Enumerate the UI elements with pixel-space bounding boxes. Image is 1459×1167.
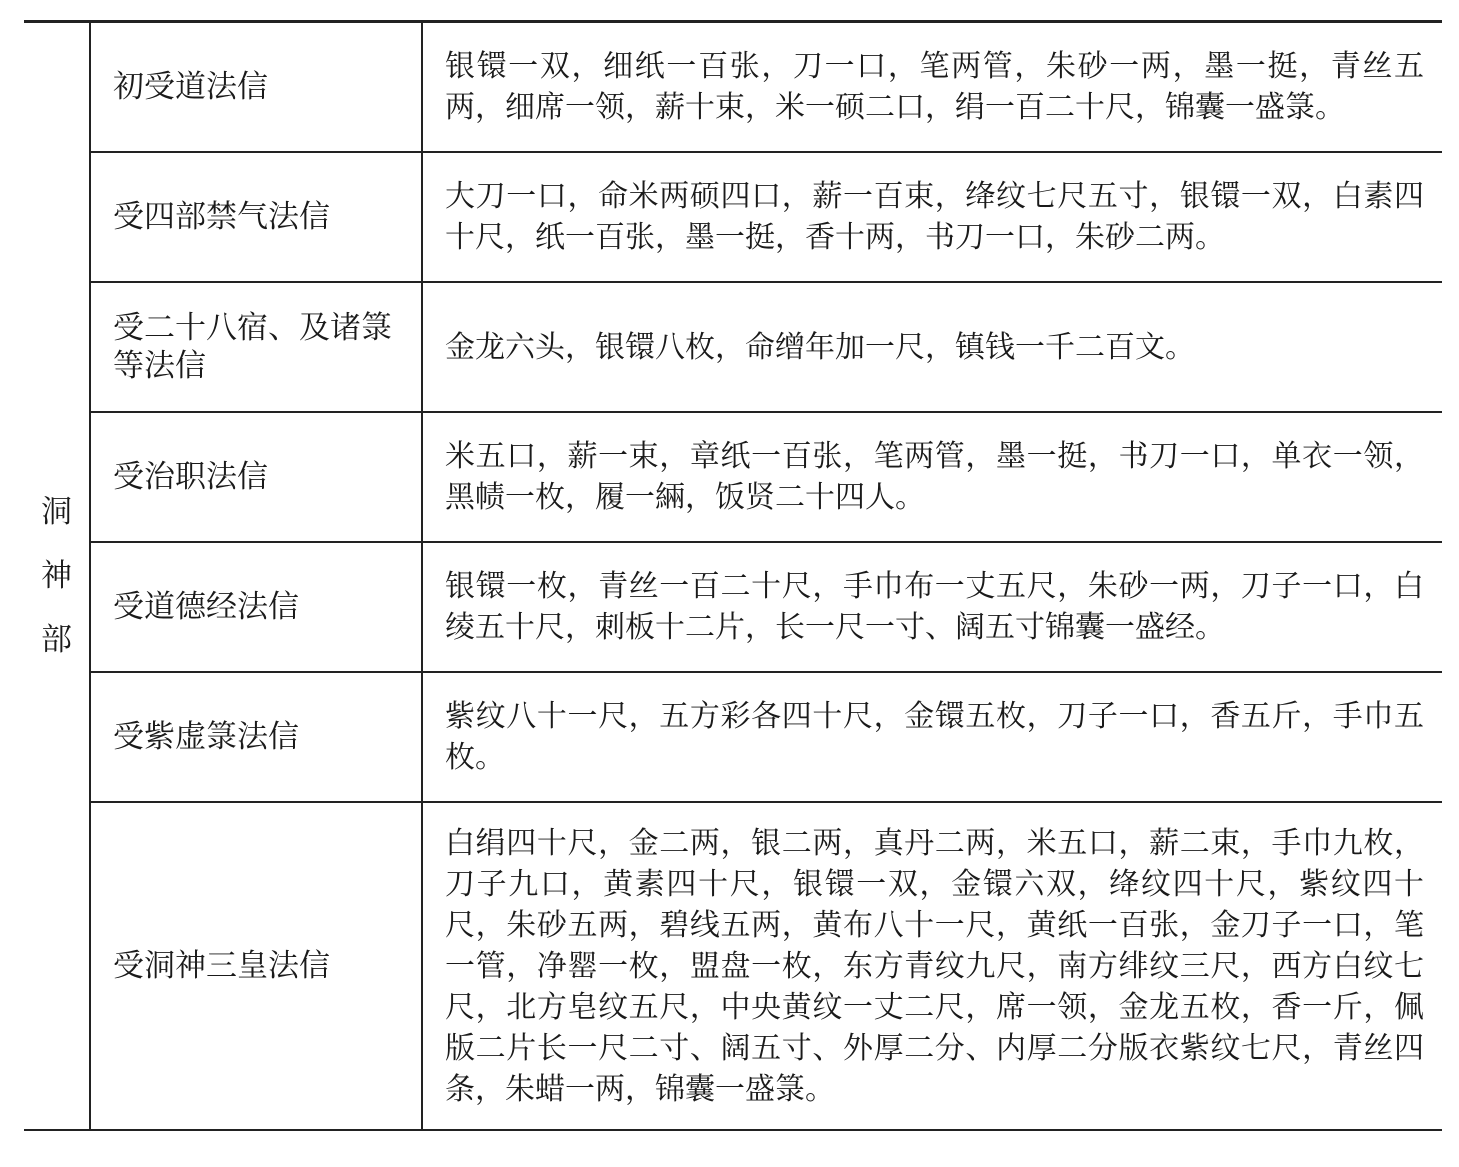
table-row <box>24 672 1442 802</box>
row-name: 初受道法信 <box>90 22 422 153</box>
row-name: 受紫虚箓法信 <box>90 672 422 802</box>
row-items: 银镮一双，细纸一百张，刀一口，笔两管，朱砂一两，墨一挺，青丝五两，细席一领，薪十束，米一硕二口，绢一百二十尺，锦囊一盛箓。 <box>422 22 1442 153</box>
table-row <box>24 542 1442 672</box>
row-name: 受治职法信 <box>90 412 422 542</box>
row-items: 米五口，薪一束，章纸一百张，笔两管，墨一挺，书刀一口，单衣一领，黑帻一枚，履一緉，饭贤二十四人。 <box>422 412 1442 542</box>
table-row <box>24 282 1442 412</box>
row-items: 金龙六头，银镮八枚，命缯年加一尺，镇钱一千二百文。 <box>422 282 1442 412</box>
row-items: 银镮一枚，青丝一百二十尺，手巾布一丈五尺，朱砂一两，刀子一口，白绫五十尺，刺板十二片，长一尺一寸、阔五寸锦囊一盛经。 <box>422 542 1442 672</box>
row-items: 白绢四十尺，金二两，银二两，真丹二两，米五口，薪二束，手巾九枚，刀子九口，黄素四十尺，银镮一双，金镮六双，绛纹四十尺，紫纹四十尺，朱砂五两，碧线五两，黄布八十一尺，黄纸一百张，金刀子一口，笔一管，净罂一枚，盟盘一枚，东方青纹九尺，南方绯纹三尺，西方白纹七尺，北方皂纹五尺，中央黄纹一丈二尺，席一领，金龙五枚，香一斤，佩版二片长一尺二寸、阔五寸、外厚二分、内厚二分版衣紫纹七尺，青丝四条，朱蜡一两，锦囊一盛箓。 <box>422 802 1442 1130</box>
table-row <box>24 152 1442 282</box>
row-items: 大刀一口，命米两硕四口，薪一百束，绛纹七尺五寸，银镮一双，白素四十尺，纸一百张，墨一挺，香十两，书刀一口，朱砂二两。 <box>422 152 1442 282</box>
section-label: 洞 神 部 <box>41 494 72 658</box>
row-name: 受道德经法信 <box>90 542 422 672</box>
table-row <box>24 802 1442 1130</box>
row-items: 紫纹八十一尺，五方彩各四十尺，金镮五枚，刀子一口，香五斤，手巾五枚。 <box>422 672 1442 802</box>
row-name: 受四部禁气法信 <box>90 152 422 282</box>
table-row <box>24 22 1442 153</box>
offerings-table <box>24 20 1442 1131</box>
table-row <box>24 412 1442 542</box>
row-name: 受二十八宿、及诸箓等法信 <box>90 282 422 412</box>
section-cell <box>24 22 90 1131</box>
row-name: 受洞神三皇法信 <box>90 802 422 1130</box>
